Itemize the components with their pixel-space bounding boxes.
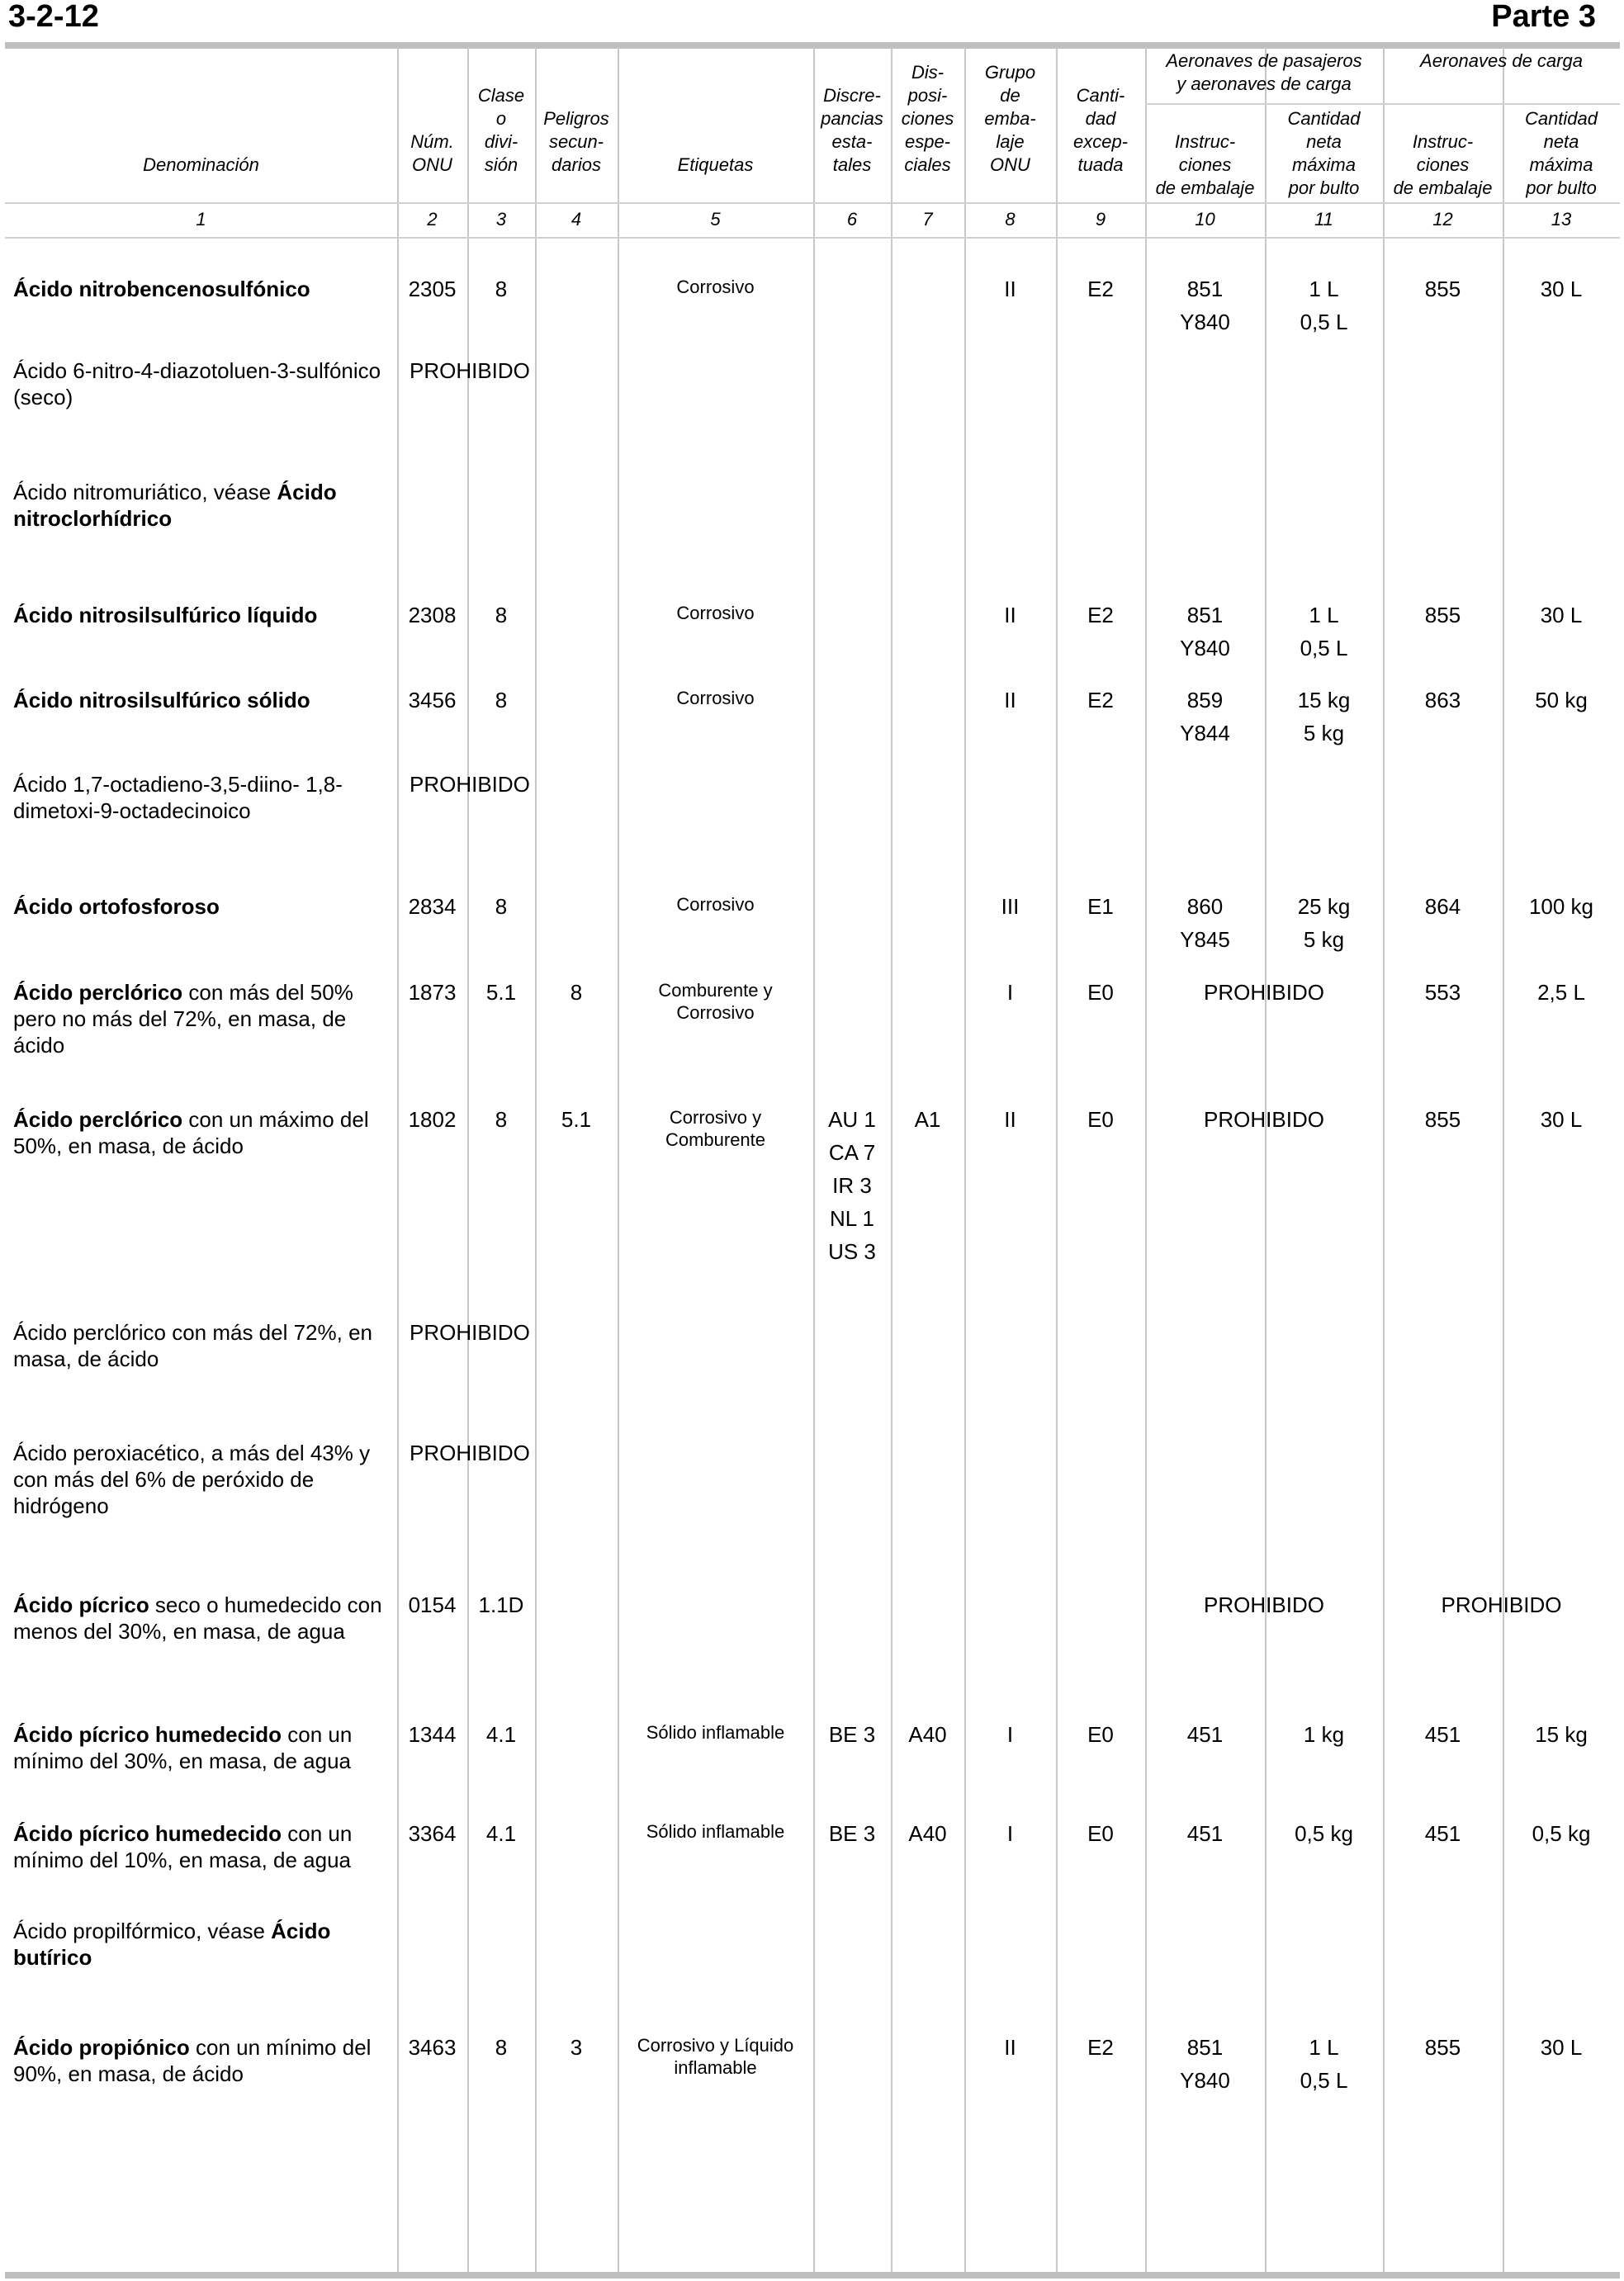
substance-name-bold: Ácido nitrosilsulfúrico sólido (13, 688, 310, 712)
group-header-line: y aeronaves de carga (1177, 73, 1352, 94)
state-variations (813, 1103, 891, 1268)
excepted-quantity: E2 (1087, 2035, 1114, 2060)
cargo-max-quantity: 30 L (1540, 603, 1583, 627)
cargo-packing-instruction: 553 (1424, 980, 1461, 1005)
substance-name-plain: Ácido peroxiacético, a más del 43% y con más del 6% de peróxido de hidrógeno (13, 1441, 371, 1518)
substance-name (13, 1106, 388, 1159)
hazard-label: Sólido inflamable (646, 1722, 785, 1743)
substance-name-bold: Ácido pícrico (13, 1592, 149, 1617)
state-variations-line: BE 3 (828, 1821, 876, 1846)
substance-name-bold: Ácido pícrico humedecido (13, 1821, 282, 1846)
col-header-clase-line: divi- (484, 131, 518, 152)
class-division: 1.1D (478, 1592, 524, 1617)
col-header-num-onu (397, 130, 467, 177)
substance-name-bold: Ácido nitrobencenosulfónico (13, 277, 310, 301)
hazard-label: Corrosivo (676, 277, 755, 297)
col-header-clase-line: Clase (477, 85, 525, 106)
substance-name (13, 771, 388, 824)
col-header-grupo-embalaje-line: de (1000, 85, 1020, 106)
state-variations-line: US 3 (828, 1239, 876, 1264)
group-header-pasajeros (1145, 50, 1383, 96)
column-divider (1145, 47, 1147, 2272)
pax-max-quantity (1265, 1817, 1383, 1850)
pax-packing-instruction-line: 451 (1186, 1821, 1224, 1846)
column-divider (1503, 47, 1504, 2272)
packing-group: I (1006, 1821, 1014, 1846)
pax-packing-instruction (1145, 1817, 1265, 1850)
substance-name (13, 602, 388, 628)
un-number: 1344 (408, 1722, 457, 1747)
column-number: 5 (710, 209, 721, 230)
cargo-max-quantity: 15 kg (1535, 1722, 1588, 1747)
pax-max-quantity-line: 0,5 L (1300, 2068, 1348, 2093)
column-divider (1383, 47, 1385, 2272)
packing-group: II (1004, 277, 1016, 301)
un-number: 1802 (408, 1107, 457, 1132)
pax-max-quantity (1265, 272, 1383, 338)
substance-name-reference: Ácido butírico (13, 1919, 331, 1970)
substance-name (13, 2034, 388, 2087)
col-header-cantidad-exceptuada-line: excep- (1072, 131, 1129, 152)
state-variations-line: NL 1 (830, 1206, 874, 1231)
col-header-instrucciones-pax-line: Instruc- (1174, 131, 1236, 152)
col-header-num-onu-line: ONU (412, 154, 452, 175)
col-header-cantidad-pax-line: por bulto (1288, 177, 1360, 198)
prohibited-text: PROHIBIDO (410, 772, 530, 797)
column-number: 6 (846, 209, 858, 230)
col-header-cantidad-pax (1265, 107, 1383, 200)
packing-group: I (1006, 1722, 1014, 1747)
un-number: 3463 (408, 2035, 457, 2060)
column-divider (1265, 47, 1267, 2272)
number-row-divider (5, 237, 1620, 239)
substance-name (13, 357, 388, 410)
substance-name-qualifier: seco o humedecido con menos del 30%, en masa, de agua (13, 1592, 382, 1644)
col-header-peligros-secundarios-line: secun- (548, 131, 604, 152)
cargo-packing-instruction: 855 (1424, 603, 1461, 627)
pax-max-quantity-line: 1 kg (1303, 1722, 1345, 1747)
prohibited-text: PROHIBIDO (410, 358, 530, 383)
col-header-disposiciones-line: Dis- (911, 62, 945, 83)
special-provisions: A40 (908, 1821, 947, 1846)
col-header-peligros-secundarios-line: Peligros (543, 108, 609, 129)
cargo-packing-instruction: 451 (1424, 1722, 1461, 1747)
substance-name-reference: Ácido nitroclorhídrico (13, 480, 337, 531)
col-header-instrucciones-carga-line: Instruc- (1412, 131, 1474, 152)
pax-packing-instruction (1145, 890, 1265, 956)
un-number: 2308 (408, 603, 457, 627)
cargo-max-quantity: 100 kg (1528, 894, 1594, 919)
page-section-number: 3-2-12 (8, 0, 99, 34)
col-header-etiquetas-line: Etiquetas (677, 154, 754, 175)
cargo-packing-instruction: 855 (1424, 277, 1461, 301)
excepted-quantity: E1 (1087, 894, 1114, 919)
excepted-quantity: E2 (1087, 688, 1114, 712)
packing-group: II (1004, 2035, 1016, 2060)
substance-name (13, 479, 388, 532)
substance-name (13, 276, 388, 302)
pax-max-quantity-line: 15 kg (1297, 688, 1351, 712)
substance-name-qualifier: con más del 50% pero no más del 72%, en masa, de ácido (13, 980, 353, 1058)
pax-max-quantity-line: 0,5 L (1300, 310, 1348, 334)
class-division: 8 (495, 1107, 508, 1132)
un-number: 1873 (408, 980, 457, 1005)
col-header-cantidad-pax-line: neta (1306, 131, 1342, 152)
header-divider (5, 202, 1620, 204)
substance-name-qualifier: con un mínimo del 10%, en masa, de agua (13, 1821, 353, 1872)
col-header-instrucciones-carga (1383, 130, 1503, 200)
hazard-label: Comburente y Corrosivo (658, 980, 773, 1023)
un-number: 2834 (408, 894, 457, 919)
col-header-cantidad-exceptuada-line: Canti- (1076, 85, 1125, 106)
excepted-quantity: E0 (1087, 1107, 1114, 1132)
substance-name-qualifier: con un máximo del 50%, en masa, de ácido (13, 1107, 369, 1158)
group-header-divider (1145, 103, 1620, 105)
pax-packing-instruction-line: 851 (1186, 2035, 1224, 2060)
column-number: 12 (1432, 209, 1453, 230)
subsidiary-hazard: 5.1 (561, 1107, 592, 1132)
substance-name-plain: Ácido perclórico con más del 72%, en masa, de ácido (13, 1320, 373, 1371)
column-divider (891, 47, 892, 2272)
substance-name-plain: Ácido propilfórmico, véase (13, 1919, 272, 1943)
col-header-cantidad-exceptuada (1056, 84, 1145, 177)
col-header-disposiciones-line: ciones (901, 108, 954, 129)
substance-name-bold: Ácido perclórico (13, 1107, 183, 1132)
column-number: 7 (922, 209, 933, 230)
col-header-discrepancias (813, 84, 891, 177)
col-header-cantidad-carga-line: máxima (1529, 154, 1593, 175)
col-header-cantidad-exceptuada-line: tuada (1077, 154, 1124, 175)
column-divider (535, 47, 537, 2272)
state-variations-line: BE 3 (828, 1722, 876, 1747)
substance-name-bold: Ácido ortofosforoso (13, 894, 220, 919)
hazard-label: Corrosivo y Comburente (665, 1107, 766, 1150)
col-header-instrucciones-pax-line: ciones (1178, 154, 1232, 175)
un-number: 3456 (408, 688, 457, 712)
column-number: 8 (1005, 209, 1016, 230)
pax-packing-instruction (1145, 2031, 1265, 2097)
excepted-quantity: E0 (1087, 1821, 1114, 1846)
pax-packing-instruction-line: Y845 (1180, 927, 1230, 952)
col-header-clase (467, 84, 535, 177)
col-header-clase-line: o (495, 108, 507, 129)
cargo-max-quantity: 30 L (1540, 2035, 1583, 2060)
substance-name (13, 1440, 388, 1519)
pax-max-quantity-line: 1 L (1309, 603, 1339, 627)
col-header-instrucciones-carga-line: de embalaje (1393, 177, 1493, 198)
pax-prohibited: PROHIBIDO (1204, 1107, 1324, 1132)
bottom-rule (5, 2272, 1620, 2279)
col-header-grupo-embalaje-line: emba- (984, 108, 1036, 129)
pax-packing-instruction-line: Y844 (1180, 721, 1230, 745)
col-header-clase-line: sión (484, 154, 518, 175)
excepted-quantity: E0 (1087, 980, 1114, 1005)
col-header-cantidad-pax-line: máxima (1291, 154, 1356, 175)
col-header-grupo-embalaje-line: laje (996, 131, 1025, 152)
col-header-grupo-embalaje-line: Grupo (984, 62, 1036, 83)
col-header-disposiciones-line: posi- (907, 85, 948, 106)
state-variations (813, 1817, 891, 1850)
pax-max-quantity (1265, 2031, 1383, 2097)
column-number: 13 (1551, 209, 1572, 230)
substance-name (13, 1721, 388, 1774)
column-divider (964, 47, 966, 2272)
column-number: 10 (1195, 209, 1215, 230)
cargo-packing-instruction: 863 (1424, 688, 1461, 712)
packing-group: I (1006, 980, 1014, 1005)
cargo-max-quantity: 2,5 L (1537, 980, 1585, 1005)
class-division: 4.1 (485, 1821, 517, 1846)
pax-max-quantity-line: 25 kg (1297, 894, 1351, 919)
pax-max-quantity (1265, 684, 1383, 750)
subsidiary-hazard: 3 (570, 2035, 583, 2060)
col-header-disposiciones-line: espe- (904, 131, 951, 152)
col-header-num-onu-line: Núm. (410, 131, 454, 152)
cargo-max-quantity: 0,5 kg (1532, 1821, 1591, 1846)
pax-max-quantity-line: 5 kg (1303, 927, 1345, 952)
pax-packing-instruction-line: 859 (1186, 688, 1224, 712)
un-number: 0154 (408, 1592, 457, 1617)
col-header-grupo-embalaje (964, 61, 1056, 177)
col-header-discrepancias-line: esta- (831, 131, 873, 152)
top-rule (5, 42, 1620, 49)
col-header-instrucciones-pax-line: de embalaje (1155, 177, 1255, 198)
un-number: 2305 (408, 277, 457, 301)
packing-group: III (1001, 894, 1020, 919)
cargo-packing-instruction: 855 (1424, 2035, 1461, 2060)
column-divider (1056, 47, 1058, 2272)
pax-max-quantity-line: 0,5 kg (1295, 1821, 1353, 1846)
pax-packing-instruction (1145, 684, 1265, 750)
prohibited-text: PROHIBIDO (410, 1441, 530, 1465)
page-part-label: Parte 3 (1491, 0, 1596, 34)
column-number: 2 (427, 209, 438, 230)
pax-max-quantity (1265, 599, 1383, 665)
pax-packing-instruction (1145, 272, 1265, 338)
col-header-etiquetas (618, 154, 813, 177)
packing-group: II (1004, 603, 1016, 627)
col-header-discrepancias-line: Discre- (823, 85, 881, 106)
col-header-discrepancias-line: tales (832, 154, 872, 175)
class-division: 4.1 (485, 1722, 517, 1747)
pax-max-quantity-line: 5 kg (1303, 721, 1345, 745)
col-header-discrepancias-line: pancias (821, 108, 883, 129)
pax-max-quantity (1265, 1718, 1383, 1751)
col-header-peligros-secundarios (535, 107, 618, 177)
substance-name (13, 687, 388, 713)
pax-packing-instruction (1145, 599, 1265, 665)
pax-prohibited: PROHIBIDO (1204, 980, 1324, 1005)
class-division: 8 (495, 277, 508, 301)
col-header-disposiciones (891, 61, 964, 177)
class-division: 8 (495, 894, 508, 919)
prohibited-text: PROHIBIDO (410, 1320, 530, 1345)
hazard-label: Corrosivo (676, 688, 755, 708)
substance-name-bold: Ácido propiónico (13, 2035, 190, 2060)
pax-max-quantity (1265, 890, 1383, 956)
substance-name (13, 1820, 388, 1873)
substance-name-qualifier: con un mínimo del 30%, en masa, de agua (13, 1722, 353, 1773)
substance-name-bold: Ácido pícrico humedecido (13, 1722, 282, 1747)
substance-name-plain: Ácido nitromuriático, véase (13, 480, 277, 504)
substance-name-plain: Ácido 1,7-octadieno-3,5-diino- 1,8-dimetoxi-9-octadecinoico (13, 772, 343, 823)
state-variations-line: AU 1 (828, 1107, 876, 1132)
cargo-packing-instruction: 855 (1424, 1107, 1461, 1132)
pax-max-quantity-line: 1 L (1309, 2035, 1339, 2060)
pax-max-quantity-line: 1 L (1309, 277, 1339, 301)
substance-name-bold: Ácido nitrosilsulfúrico líquido (13, 603, 318, 627)
cargo-prohibited: PROHIBIDO (1441, 1592, 1562, 1617)
pax-packing-instruction-line: 851 (1186, 603, 1224, 627)
packing-group: II (1004, 1107, 1016, 1132)
class-division: 8 (495, 603, 508, 627)
state-variations-line: CA 7 (828, 1140, 876, 1165)
col-header-cantidad-carga-line: Cantidad (1524, 108, 1598, 129)
col-header-cantidad-carga-line: por bulto (1526, 177, 1597, 198)
col-header-peligros-secundarios-line: darios (552, 154, 601, 175)
substance-name-qualifier: con un mínimo del 90%, en masa, de ácido (13, 2035, 372, 2086)
un-number: 3364 (408, 1821, 457, 1846)
pax-packing-instruction-line: 851 (1186, 277, 1224, 301)
col-header-instrucciones-pax (1145, 130, 1265, 200)
class-division: 8 (495, 688, 508, 712)
pax-packing-instruction-line: Y840 (1180, 636, 1230, 660)
special-provisions: A40 (908, 1722, 947, 1747)
substance-name-bold: Ácido perclórico (13, 980, 183, 1005)
substance-name (13, 1918, 388, 1971)
group-header-line: Aeronaves de pasajeros (1166, 50, 1362, 71)
col-header-disposiciones-line: ciales (904, 154, 951, 175)
excepted-quantity: E0 (1087, 1722, 1114, 1747)
substance-name (13, 1592, 388, 1644)
col-header-cantidad-exceptuada-line: dad (1085, 108, 1116, 129)
group-header-carga: Aeronaves de carga (1420, 50, 1583, 71)
packing-group: II (1004, 688, 1016, 712)
class-division: 8 (495, 2035, 508, 2060)
column-number: 1 (196, 209, 206, 230)
hazard-label: Corrosivo (676, 894, 755, 915)
pax-packing-instruction-line: 451 (1186, 1722, 1224, 1747)
state-variations (813, 1718, 891, 1751)
column-number: 3 (495, 209, 507, 230)
hazard-label: Sólido inflamable (646, 1821, 785, 1842)
hazard-label: Corrosivo y Líquido inflamable (637, 2035, 794, 2078)
col-header-cantidad-pax-line: Cantidad (1287, 108, 1361, 129)
column-number: 11 (1314, 209, 1333, 230)
cargo-max-quantity: 30 L (1540, 1107, 1583, 1132)
column-number: 4 (571, 209, 582, 230)
column-number: 9 (1095, 209, 1106, 230)
excepted-quantity: E2 (1087, 277, 1114, 301)
class-division: 5.1 (485, 980, 517, 1005)
cargo-max-quantity: 30 L (1540, 277, 1583, 301)
cargo-packing-instruction: 864 (1424, 894, 1461, 919)
col-header-grupo-embalaje-line: ONU (990, 154, 1030, 175)
col-header-cantidad-carga-line: neta (1543, 131, 1579, 152)
col-header-denominacion-line: Denominación (143, 154, 259, 175)
hazard-label: Corrosivo (676, 603, 755, 623)
substance-name (13, 1319, 388, 1372)
pax-packing-instruction-line: 860 (1186, 894, 1224, 919)
pax-packing-instruction-line: Y840 (1180, 310, 1230, 334)
cargo-max-quantity: 50 kg (1535, 688, 1588, 712)
col-header-instrucciones-carga-line: ciones (1416, 154, 1470, 175)
column-divider (618, 47, 619, 2272)
col-header-cantidad-carga (1503, 107, 1620, 200)
substance-name (13, 979, 388, 1058)
cargo-packing-instruction: 451 (1424, 1821, 1461, 1846)
excepted-quantity: E2 (1087, 603, 1114, 627)
subsidiary-hazard: 8 (570, 980, 583, 1005)
state-variations-line: IR 3 (832, 1173, 872, 1198)
pax-prohibited: PROHIBIDO (1204, 1592, 1324, 1617)
pax-packing-instruction-line: Y840 (1180, 2068, 1230, 2093)
col-header-denominacion (5, 154, 397, 177)
special-provisions: A1 (914, 1107, 941, 1132)
pax-packing-instruction (1145, 1718, 1265, 1751)
substance-name (13, 893, 388, 920)
column-divider (397, 47, 399, 2272)
pax-max-quantity-line: 0,5 L (1300, 636, 1348, 660)
substance-name-plain: Ácido 6-nitro-4-diazotoluen-3-sulfónico (seco) (13, 358, 381, 409)
